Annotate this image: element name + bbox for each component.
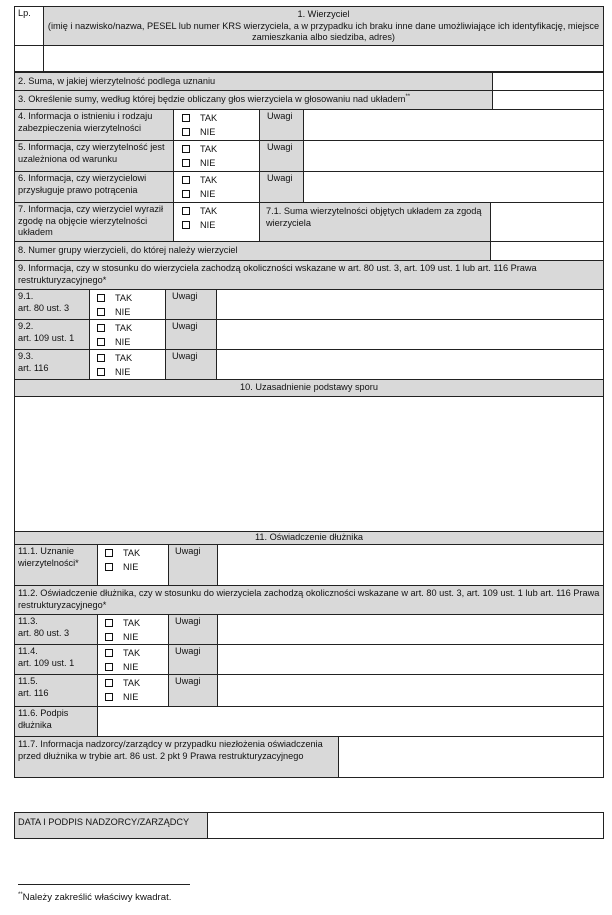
supervisor-signature-field[interactable] <box>207 812 604 839</box>
debtor-art116-no[interactable] <box>105 690 165 704</box>
vote-sum-label: 3. Określenie sumy, według której będzie obliczany głos wierzyciela w głosowaniu nad układem** <box>14 90 493 110</box>
art116-number: 9.3. <box>18 351 34 361</box>
art116-label <box>14 349 90 380</box>
consent-no[interactable] <box>182 218 256 232</box>
no-label: NIE <box>200 220 216 230</box>
art80-remarks-label <box>165 289 217 320</box>
debtor-art80-text: art. 80 ust. 3 <box>18 627 70 638</box>
art109-label <box>14 319 90 350</box>
debtor-circumstances-label <box>14 585 604 615</box>
art109-number: 9.2. <box>18 321 34 331</box>
security-no[interactable] <box>182 125 256 139</box>
sum-recognized-label <box>14 72 493 91</box>
debtor-art116-label <box>14 674 98 707</box>
debtor-art109-remarks-label <box>168 644 218 675</box>
art80-text: art. 80 ust. 3 <box>18 302 70 313</box>
supervisor-info-text: 11.7. Informacja nadzorcy/zarządcy w przypadku niezłożenia oświadczenia przed dłużnika w trybie art. 86 ust. 2 pkt 9 Prawa restrukturyzacyjnego <box>18 739 323 761</box>
checkbox-icon[interactable] <box>105 549 113 557</box>
art116-choice <box>89 349 166 380</box>
no-label: NIE <box>200 158 216 168</box>
security-choice <box>173 109 260 141</box>
sum-recognized-field[interactable] <box>492 72 604 91</box>
checkbox-icon[interactable] <box>97 324 105 332</box>
remarks-text: Uwagi <box>175 546 201 556</box>
no-label: NIE <box>123 662 139 672</box>
debtor-art109-no[interactable] <box>105 660 165 674</box>
consent-sum-label <box>259 202 491 242</box>
no-label: NIE <box>115 337 131 347</box>
checkbox-icon[interactable] <box>105 693 113 701</box>
debtor-signature-field[interactable] <box>97 706 604 737</box>
checkbox-icon[interactable] <box>97 294 105 302</box>
remarks-text: Uwagi <box>175 646 201 656</box>
debtor-art116-yes[interactable] <box>105 676 165 690</box>
consent-sum-text: 7.1. Suma wierzytelności objętych układem za zgodą wierzyciela <box>266 206 482 228</box>
recognition-yes[interactable] <box>105 546 165 560</box>
recognition-no[interactable] <box>105 560 165 574</box>
sum-recognized-text: 2. Suma, w jakiej wierzytelność podlega uznaniu <box>18 76 216 86</box>
creditor-title: 1. Wierzyciel <box>297 9 350 19</box>
art80-label <box>14 289 90 320</box>
condition-no[interactable] <box>182 156 256 170</box>
art116-text: art. 116 <box>18 362 49 373</box>
art116-remarks-field[interactable] <box>216 349 604 380</box>
dispute-basis-text: 10. Uzasadnienie podstawy sporu <box>240 382 378 392</box>
dispute-basis-header <box>14 379 604 397</box>
recognition-text: 11.1. Uznanie wierzytelności* <box>18 546 79 568</box>
debtor-art80-remarks-label <box>168 614 218 645</box>
supervisor-info-field[interactable] <box>338 736 604 778</box>
art80-no[interactable] <box>97 305 162 319</box>
group-number-field[interactable] <box>490 241 604 261</box>
art109-text: art. 109 ust. 1 <box>18 332 75 343</box>
remarks-text: Uwagi <box>175 616 201 626</box>
art116-remarks-label <box>165 349 217 380</box>
checkbox-icon[interactable] <box>182 114 190 122</box>
dispute-basis-field[interactable] <box>14 396 604 532</box>
yes-label: TAK <box>115 353 133 363</box>
debtor-art80-no[interactable] <box>105 630 165 644</box>
supervisor-signature-text: DATA I PODPIS NADZORCY/ZARZĄDCY <box>18 817 190 827</box>
debtor-art116-choice <box>97 674 169 707</box>
remarks-text: Uwagi <box>172 321 198 331</box>
yes-label: TAK <box>115 323 133 333</box>
no-label: NIE <box>115 367 131 377</box>
recognition-remarks-label <box>168 544 218 586</box>
security-remarks-label <box>259 109 304 141</box>
checkbox-icon[interactable] <box>97 354 105 362</box>
vote-sum-field[interactable] <box>492 90 604 110</box>
art80-choice <box>89 289 166 320</box>
condition-label <box>14 140 174 172</box>
checkbox-icon[interactable] <box>105 663 113 671</box>
debtor-art109-number: 11.4. <box>18 646 38 656</box>
debtor-art80-number: 11.3. <box>18 616 38 626</box>
setoff-remarks-field[interactable] <box>303 171 604 203</box>
remarks-text: Uwagi <box>172 351 198 361</box>
no-label: NIE <box>200 189 216 199</box>
checkbox-icon[interactable] <box>105 563 113 571</box>
debtor-signature-label <box>14 706 98 737</box>
footnote-text: Należy zakreślić właściwy kwadrat. <box>22 892 172 903</box>
footnote-divider <box>18 884 190 885</box>
recognition-label <box>14 544 98 586</box>
condition-remarks-label <box>259 140 304 172</box>
yes-label: TAK <box>123 618 141 628</box>
debtor-art80-label <box>14 614 98 645</box>
lp-header <box>14 6 44 46</box>
lp-label: Lp. <box>18 8 31 18</box>
checkbox-icon[interactable] <box>105 633 113 641</box>
group-number-label <box>14 241 491 261</box>
yes-label: TAK <box>200 206 218 216</box>
art109-remarks-label <box>165 319 217 350</box>
no-label: NIE <box>123 632 139 642</box>
art80-remarks-field[interactable] <box>216 289 604 320</box>
art109-yes[interactable] <box>97 321 162 335</box>
remarks-text: Uwagi <box>267 111 293 121</box>
checkbox-icon[interactable] <box>105 619 113 627</box>
checkbox-icon[interactable] <box>182 176 190 184</box>
checkbox-icon[interactable] <box>182 207 190 215</box>
consent-label <box>14 202 174 242</box>
art109-no[interactable] <box>97 335 162 349</box>
consent-yes[interactable] <box>182 204 256 218</box>
checkbox-icon[interactable] <box>182 190 190 198</box>
recognition-choice <box>97 544 169 586</box>
debtor-art116-number: 11.5. <box>18 676 38 686</box>
debtor-signature-text: 11.6. Podpis dłużnika <box>18 708 69 730</box>
creditor-header <box>43 6 604 46</box>
no-label: NIE <box>123 692 139 702</box>
setoff-remarks-label <box>259 171 304 203</box>
art109-choice <box>89 319 166 350</box>
circumstances-label <box>14 260 604 290</box>
no-label: NIE <box>123 562 139 572</box>
remarks-text: Uwagi <box>267 173 293 183</box>
remarks-text: Uwagi <box>172 291 198 301</box>
checkbox-icon[interactable] <box>97 338 105 346</box>
debtor-art80-yes[interactable] <box>105 616 165 630</box>
checkbox-icon[interactable] <box>182 145 190 153</box>
checkbox-icon[interactable] <box>182 159 190 167</box>
checkbox-icon[interactable] <box>105 679 113 687</box>
setoff-no[interactable] <box>182 187 256 201</box>
footnote: **Należy zakreślić właściwy kwadrat. <box>18 891 172 903</box>
art80-number: 9.1. <box>18 291 34 301</box>
yes-label: TAK <box>123 548 141 558</box>
remarks-text: Uwagi <box>267 142 293 152</box>
security-yes[interactable] <box>182 111 256 125</box>
setoff-yes[interactable] <box>182 173 256 187</box>
yes-label: TAK <box>115 293 133 303</box>
supervisor-info-label <box>14 736 339 778</box>
checkbox-icon[interactable] <box>105 649 113 657</box>
debtor-art109-label <box>14 644 98 675</box>
security-text: 4. Informacja o istnieniu i rodzaju zabezpieczenia wierzytelności <box>18 111 153 133</box>
debtor-art109-yes[interactable] <box>105 646 165 660</box>
checkbox-icon[interactable] <box>182 128 190 136</box>
art80-yes[interactable] <box>97 291 162 305</box>
debtor-statement-text: 11. Oświadczenie dłużnika <box>254 532 364 542</box>
group-number-text: 8. Numer grupy wierzycieli, do której należy wierzyciel <box>18 245 238 255</box>
lp-field[interactable] <box>14 45 44 72</box>
art116-yes[interactable] <box>97 351 162 365</box>
circumstances-text: 9. Informacja, czy w stosunku do wierzyciela zachodzą okoliczności wskazane w art. 80 ust. 3, art. 109 ust. 1 lub art. 116 Prawa restrukturyzacyjnego* <box>18 263 537 285</box>
checkbox-icon[interactable] <box>97 368 105 376</box>
creditor-field[interactable] <box>43 45 604 72</box>
setoff-text: 6. Informacja, czy wierzycielowi przysługuje prawo potrącenia <box>18 173 147 195</box>
supervisor-signature-label <box>14 812 208 839</box>
remarks-text: Uwagi <box>175 676 201 686</box>
yes-label: TAK <box>200 144 218 154</box>
debtor-art109-remarks-field[interactable] <box>217 644 604 675</box>
condition-choice <box>173 140 260 172</box>
debtor-statement-header <box>14 531 604 545</box>
consent-sum-field[interactable] <box>490 202 604 242</box>
checkbox-icon[interactable] <box>97 308 105 316</box>
no-label: NIE <box>200 127 216 137</box>
yes-label: TAK <box>200 175 218 185</box>
debtor-art109-choice <box>97 644 169 675</box>
no-label: NIE <box>115 307 131 317</box>
condition-text: 5. Informacja, czy wierzytelność jest uzależniona od warunku <box>18 142 165 164</box>
security-remarks-field[interactable] <box>303 109 604 141</box>
vote-sum-text: 3. Określenie sumy, według której będzie obliczany głos wierzyciela w głosowaniu nad układem <box>18 94 406 104</box>
debtor-art80-remarks-field[interactable] <box>217 614 604 645</box>
debtor-art109-text: art. 109 ust. 1 <box>18 657 75 668</box>
debtor-art116-text: art. 116 <box>18 687 49 698</box>
security-label <box>14 109 174 141</box>
condition-remarks-field[interactable] <box>303 140 604 172</box>
checkbox-icon[interactable] <box>182 221 190 229</box>
consent-text: 7. Informacja, czy wierzyciel wyraził zgodę na objęcie wierzytelności układem <box>18 204 163 237</box>
setoff-choice <box>173 171 260 203</box>
debtor-circumstances-text: 11.2. Oświadczenie dłużnika, czy w stosunku do wierzyciela zachodzą okoliczności wskazane w art. 80 ust. 3, art. 109 ust. 1 lub art. 116 Prawa restrukturyzacyjnego* <box>18 588 600 610</box>
recognition-remarks-field[interactable] <box>217 544 604 586</box>
debtor-art116-remarks-label <box>168 674 218 707</box>
yes-label: TAK <box>123 678 141 688</box>
setoff-label <box>14 171 174 203</box>
debtor-art80-choice <box>97 614 169 645</box>
debtor-art116-remarks-field[interactable] <box>217 674 604 707</box>
consent-choice <box>173 202 260 242</box>
creditor-subtitle: (imię i nazwisko/nazwa, PESEL lub numer KRS wierzyciela, a w przypadku ich braku inne dane umożliwiające ich identyfikację, miejsce zamieszkania albo siedziba, adres) <box>47 20 600 42</box>
yes-label: TAK <box>200 113 218 123</box>
yes-label: TAK <box>123 648 141 658</box>
condition-yes[interactable] <box>182 142 256 156</box>
art109-remarks-field[interactable] <box>216 319 604 350</box>
art116-no[interactable] <box>97 365 162 379</box>
